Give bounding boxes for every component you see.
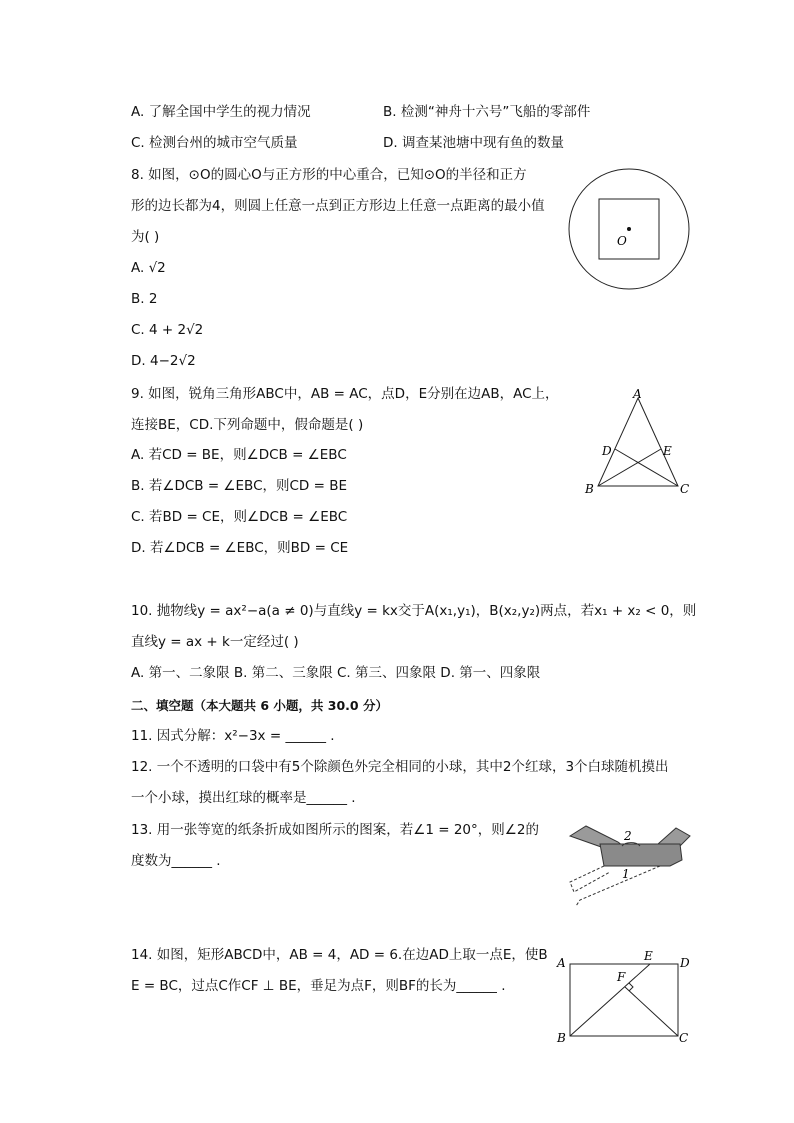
section-2-heading: 二、填空题（本大题共 6 小题，共 30.0 分） [131,698,388,713]
q10-options: A. 第一、二象限 B. 第二、三象限 C. 第三、四象限 D. 第一、四象限 [131,665,541,681]
q8-center-dot [627,227,631,231]
q13-label-2: 2 [624,829,632,843]
q9-triangle [598,398,678,486]
q14-label-d: D [680,956,690,970]
q9-option-b: B. 若∠DCB = ∠EBC，则CD = BE [131,478,348,494]
q9-label-e: E [663,444,672,458]
q14-segment-be [570,964,650,1036]
q9-triangle-figure [580,385,700,500]
q14-label-c: C [679,1031,689,1045]
q13-folded-strip-figure [560,820,700,910]
q10-stem-line2: 直线y = ax + k一定经过( ) [131,634,299,650]
q9-label-c: C [680,482,690,496]
q8-stem-line2: 形的边长都为4，则圆上任意一点到正方形边上任意一点距离的最小值 [131,198,545,214]
q9-option-c: C. 若BD = CE，则∠DCB = ∠EBC [131,509,348,525]
q12-stem-line2: 一个小球，摸出红球的概率是______ . [131,790,356,806]
q9-option-a: A. 若CD = BE，则∠DCB = ∠EBC [131,447,347,463]
q9-option-d: D. 若∠DCB = ∠EBC，则BD = CE [131,540,349,556]
q7-option-c: C. 检测台州的城市空气质量 [131,135,298,151]
q8-option-b: B. 2 [131,291,158,307]
q8-stem-line3: 为( ) [131,229,160,245]
q13-hidden-strip-dashed-2 [576,866,660,906]
q10-stem-line1: 10. 抛物线y = ax²−a(a ≠ 0)与直线y = kx交于A(x₁,y₁)，B(x₂,y₂)两点，若x₁ + x₂ < 0，则 [131,603,697,619]
q14-label-a: A [557,956,566,970]
q14-right-angle-mark [629,983,633,991]
q7-option-d: D. 调查某池塘中现有鱼的数量 [383,135,564,151]
q9-label-b: B [585,482,594,496]
q9-stem-line1: 9. 如图，锐角三角形ABC中，AB = AC，点D，E分别在边AB，AC上， [131,386,559,402]
q13-stem-line1: 13. 用一张等宽的纸条折成如图所示的图案，若∠1 = 20°，则∠2的 [131,822,539,838]
q13-folded-band [600,844,682,866]
q9-stem-line2: 连接BE，CD.下列命题中，假命题是( ) [131,417,364,433]
q14-segment-cf [625,987,678,1036]
q7-option-b: B. 检测“神舟十六号”飞船的零部件 [383,104,591,120]
q14-label-b: B [557,1031,566,1045]
q8-option-d: D. 4−2√2 [131,353,196,369]
q13-stem-line2: 度数为______ . [131,853,221,869]
q9-label-a: A [633,387,642,401]
q9-label-d: D [602,444,612,458]
q8-option-a: A. √2 [131,260,166,276]
q8-label-o: O [617,234,627,248]
q8-stem-line1: 8. 如图，⊙O的圆心O与正方形的中心重合，已知⊙O的半径和正方 [131,167,527,183]
q12-stem-line1: 12. 一个不透明的口袋中有5个除颜色外完全相同的小球，其中2个红球，3个白球随机摸出 [131,759,669,775]
q14-label-f: F [617,970,626,984]
q8-option-c: C. 4 + 2√2 [131,322,204,338]
q13-hidden-strip-dashed [570,866,610,892]
q11-text: 11. 因式分解：x²−3x = ______ . [131,728,335,744]
q14-stem-line2: E = BC，过点C作CF ⊥ BE，垂足为点F，则BF的长为______ . [131,978,506,994]
q14-rectangle-figure [555,945,695,1050]
q7-option-a: A. 了解全国中学生的视力情况 [131,104,311,120]
q14-stem-line1: 14. 如图，矩形ABCD中，AB = 4，AD = 6.在边AD上取一点E，使B [131,947,548,963]
q13-label-1: 1 [622,867,630,881]
q8-circle-square-figure [565,165,695,295]
q14-label-e: E [644,949,653,963]
